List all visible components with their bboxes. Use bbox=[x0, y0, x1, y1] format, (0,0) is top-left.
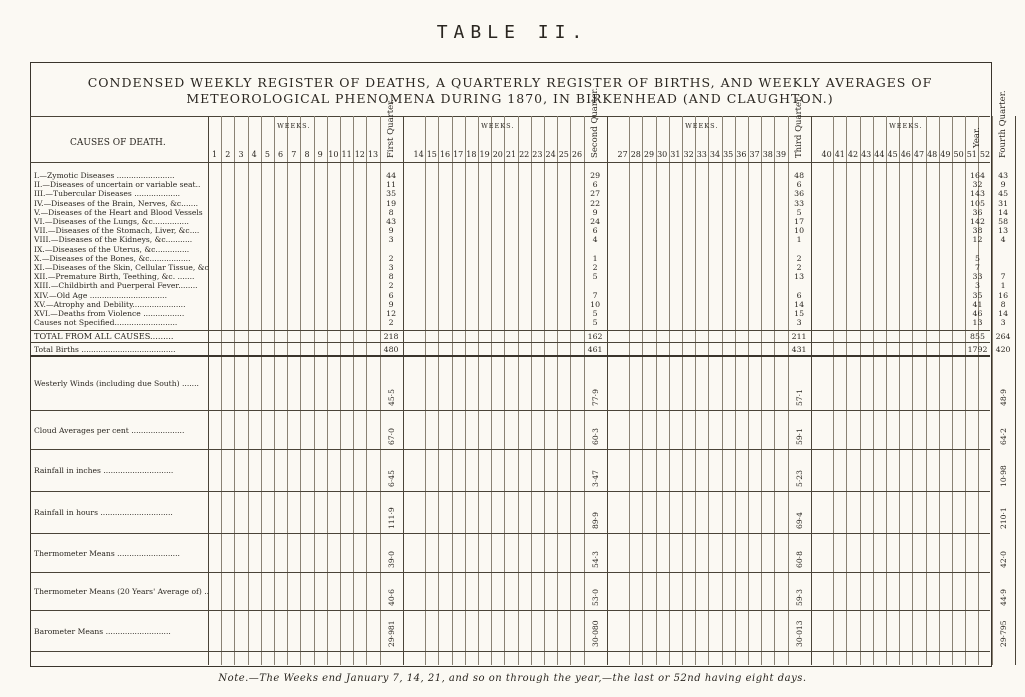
col-divider bbox=[811, 116, 812, 665]
col-divider bbox=[366, 116, 367, 665]
col-divider bbox=[886, 116, 887, 665]
quarter-total: 58 bbox=[998, 217, 1009, 226]
week-number: 29 bbox=[643, 150, 655, 159]
quarter-total: 13 bbox=[998, 226, 1009, 236]
week-number: 28 bbox=[630, 150, 641, 159]
quarter-total: 19 bbox=[386, 198, 397, 208]
meteo-label: Rainfall in inches ............................. bbox=[34, 466, 174, 475]
year-total: 3 bbox=[975, 281, 980, 291]
week-number: 49 bbox=[940, 150, 951, 159]
week-number: 3 bbox=[238, 150, 244, 159]
col-divider bbox=[504, 116, 505, 665]
heading-line-1: CONDENSED WEEKLY REGISTER OF DEATHS, A QUARTERLY REGISTER OF BIRTHS, AND WEEKLY AVERAGES OF bbox=[87, 75, 933, 90]
quarter-total: 5 bbox=[592, 272, 598, 282]
quarter-total: 3 bbox=[388, 263, 394, 272]
week-number: 14 bbox=[413, 150, 424, 159]
total-label: TOTAL FROM ALL CAUSES......... bbox=[34, 331, 174, 341]
year-total: 5 bbox=[975, 253, 980, 263]
week-number: 25 bbox=[558, 150, 569, 159]
quarter-total: 36 bbox=[794, 189, 805, 199]
cause-label: Causes not Specified.......................... bbox=[34, 318, 178, 328]
year-total: 105 bbox=[970, 198, 985, 208]
col-divider bbox=[221, 116, 222, 665]
quarter-total: 5 bbox=[592, 309, 598, 318]
quarter-total: 4 bbox=[592, 235, 598, 245]
meteo-label: Rainfall in hours .............................. bbox=[34, 508, 173, 517]
meteo-quarter-value: 30·013 bbox=[794, 620, 804, 647]
col-divider bbox=[300, 116, 301, 665]
meteo-quarter-value: 53·0 bbox=[590, 589, 600, 606]
meteo-quarter-value: 5·23 bbox=[794, 470, 804, 487]
quarter-total: 10 bbox=[794, 226, 805, 236]
quarter-total: 8 bbox=[388, 272, 394, 282]
quarter-total: 9 bbox=[1000, 180, 1006, 190]
cause-label: IV.—Diseases of the Brain, Nerves, &c....... bbox=[34, 198, 199, 208]
cause-label: V.—Diseases of the Heart and Blood Vessels bbox=[34, 207, 203, 217]
meteo-quarter-value: 29·795 bbox=[998, 620, 1008, 647]
year-total: 41 bbox=[972, 299, 983, 309]
weeks-group-label: WEEKS. bbox=[685, 122, 719, 130]
quarter-label: Third Quarter. bbox=[793, 96, 804, 158]
meteo-quarter-value: 40·6 bbox=[386, 589, 396, 606]
quarter-total: 15 bbox=[794, 309, 805, 318]
quarter-total: 2 bbox=[592, 263, 598, 272]
week-number: 9 bbox=[317, 150, 323, 159]
quarter-total: 9 bbox=[388, 226, 394, 236]
col-divider bbox=[899, 116, 900, 665]
quarter-total: 14 bbox=[998, 309, 1009, 318]
quarter-total: 9 bbox=[592, 207, 598, 217]
week-number: 48 bbox=[927, 150, 938, 159]
quarter-total: 43 bbox=[386, 217, 397, 226]
quarter-total: 5 bbox=[796, 207, 802, 217]
meteo-quarter-value: 77·9 bbox=[590, 389, 600, 406]
week-number: 47 bbox=[913, 150, 925, 159]
week-number: 37 bbox=[749, 150, 760, 159]
quarter-label: Second Quarter. bbox=[589, 87, 600, 158]
week-number: 24 bbox=[545, 150, 556, 159]
week-number: 51 bbox=[966, 150, 977, 159]
col-divider bbox=[353, 116, 354, 665]
quarter-total: 35 bbox=[386, 189, 397, 199]
week-number: 20 bbox=[492, 150, 503, 159]
causes-end-rule bbox=[30, 330, 990, 331]
year-total: 164 bbox=[970, 171, 985, 180]
quarter-total: 6 bbox=[592, 180, 598, 190]
year-total: 13 bbox=[972, 318, 983, 328]
col-divider bbox=[438, 116, 439, 665]
week-number: 50 bbox=[953, 150, 964, 159]
meteo-quarter-value: 6·45 bbox=[386, 470, 396, 487]
week-number: 31 bbox=[670, 150, 681, 159]
week-number: 46 bbox=[900, 150, 911, 159]
col-divider bbox=[531, 116, 532, 665]
quarter-total: 1 bbox=[796, 235, 802, 245]
week-number: 5 bbox=[264, 150, 270, 159]
year-total: 7 bbox=[975, 263, 980, 272]
total-year: 855 bbox=[970, 332, 985, 341]
quarter-total: 2 bbox=[796, 253, 802, 263]
year-total: 33 bbox=[972, 272, 983, 282]
col-divider bbox=[860, 116, 861, 665]
meteo-rule bbox=[30, 491, 990, 492]
col-divider bbox=[478, 116, 479, 665]
quarter-label: First Quarter. bbox=[385, 98, 396, 158]
week-number: 4 bbox=[251, 150, 257, 159]
col-divider bbox=[669, 116, 670, 665]
meteo-quarter-value: 111·9 bbox=[386, 507, 396, 529]
cause-label: IX.—Diseases of the Uterus, &c.............. bbox=[34, 244, 190, 254]
cause-label: X.—Diseases of the Bones, &c................. bbox=[34, 253, 191, 263]
quarter-total: 48 bbox=[794, 171, 805, 180]
meteo-label: Cloud Averages per cent ...................... bbox=[34, 425, 185, 435]
week-number: 1 bbox=[212, 150, 218, 159]
col-divider bbox=[682, 116, 683, 665]
quarter-total: 1 bbox=[1000, 281, 1006, 291]
year-total: 12 bbox=[972, 235, 983, 245]
week-number: 43 bbox=[861, 150, 872, 159]
cause-label: XII.—Premature Birth, Teething, &c. ....... bbox=[34, 272, 195, 282]
quarter-total: 17 bbox=[794, 217, 805, 226]
year-total: 35 bbox=[972, 290, 983, 300]
births-quarter: 431 bbox=[791, 345, 807, 354]
col-divider bbox=[557, 116, 558, 665]
meteo-quarter-value: 69·4 bbox=[794, 512, 804, 529]
week-number: 33 bbox=[696, 150, 707, 159]
meteo-label: Westerly Winds (including due South) ....... bbox=[34, 378, 199, 388]
col-divider bbox=[939, 116, 940, 665]
total-quarter: 162 bbox=[587, 332, 603, 341]
col-divider bbox=[695, 116, 696, 665]
week-number: 32 bbox=[683, 150, 694, 159]
col-divider bbox=[340, 116, 341, 665]
births-quarter: 461 bbox=[587, 345, 603, 354]
quarter-total: 6 bbox=[796, 290, 802, 300]
week-number: 12 bbox=[354, 150, 365, 159]
week-number: 18 bbox=[466, 150, 477, 159]
quarter-total: 16 bbox=[998, 290, 1009, 300]
heading-line-2: METEOROLOGICAL PHENOMENA DURING 1870, IN BIRKENHEAD (AND CLAUGHTON.) bbox=[186, 91, 834, 106]
cause-label: XIII.—Childbirth and Puerperal Fever........ bbox=[34, 281, 198, 291]
week-number: 44 bbox=[874, 150, 885, 159]
cause-label: VII.—Diseases of the Stomach, Liver, &c.... bbox=[34, 226, 200, 236]
col-divider bbox=[708, 116, 709, 665]
meteo-quarter-value: 45·5 bbox=[386, 389, 396, 406]
meteo-quarter-value: 29·981 bbox=[386, 620, 396, 647]
week-number: 41 bbox=[834, 150, 845, 159]
week-number: 34 bbox=[709, 150, 721, 159]
col-divider bbox=[912, 116, 913, 665]
meteo-rule bbox=[30, 651, 990, 652]
col-divider bbox=[425, 116, 426, 665]
col-divider bbox=[642, 116, 643, 665]
meteo-rule bbox=[30, 410, 990, 411]
week-number: 2 bbox=[225, 150, 231, 159]
weeks-group-label: WEEKS. bbox=[277, 122, 311, 130]
quarter-total: 6 bbox=[388, 290, 394, 300]
col-divider bbox=[403, 116, 404, 665]
meteo-quarter-value: 60·3 bbox=[590, 428, 600, 445]
total-quarter: 264 bbox=[995, 332, 1011, 341]
week-number: 22 bbox=[519, 150, 530, 159]
quarter-total: 24 bbox=[590, 217, 601, 226]
cause-label: VI.—Diseases of the Lungs, &c............... bbox=[34, 217, 189, 226]
col-divider bbox=[656, 116, 657, 665]
causes-header: CAUSES OF DEATH. bbox=[70, 138, 166, 148]
quarter-total: 11 bbox=[386, 180, 397, 190]
week-number: 7 bbox=[291, 150, 297, 159]
quarter-total: 13 bbox=[794, 272, 805, 282]
week-number: 16 bbox=[439, 150, 451, 159]
quarter-total: 6 bbox=[796, 180, 802, 190]
quarter-total: 2 bbox=[796, 263, 802, 272]
quarter-total: 3 bbox=[1000, 318, 1006, 328]
quarter-total: 27 bbox=[590, 189, 601, 199]
meteo-quarter-value: 64·2 bbox=[998, 428, 1008, 445]
year-total: 38 bbox=[972, 226, 983, 236]
meteo-quarter-value: 57·1 bbox=[794, 389, 804, 406]
week-number: 21 bbox=[505, 150, 517, 159]
births-label: Total Births ....................................... bbox=[34, 345, 176, 354]
cause-label: I.—Zymotic Diseases ........................ bbox=[34, 171, 175, 180]
col-divider bbox=[774, 116, 775, 665]
col-divider bbox=[735, 116, 736, 665]
col-divider bbox=[452, 116, 453, 665]
col-divider bbox=[274, 116, 275, 665]
col-divider bbox=[327, 116, 328, 665]
year-total: 46 bbox=[972, 309, 983, 318]
weeks-group-label: WEEKS. bbox=[481, 122, 515, 130]
col-divider bbox=[287, 116, 288, 665]
col-divider bbox=[314, 116, 315, 665]
births-rule bbox=[30, 355, 990, 357]
col-divider bbox=[629, 116, 630, 665]
col-divider bbox=[234, 116, 235, 665]
week-number: 52 bbox=[979, 150, 991, 159]
week-number: 38 bbox=[762, 150, 773, 159]
week-number: 45 bbox=[887, 150, 898, 159]
week-number: 23 bbox=[532, 150, 543, 159]
week-number: 13 bbox=[367, 150, 379, 159]
meteo-quarter-value: 59·1 bbox=[794, 428, 804, 445]
meteo-quarter-value: 89·9 bbox=[590, 512, 600, 529]
meteo-rule bbox=[30, 610, 990, 611]
week-number: 30 bbox=[657, 150, 668, 159]
quarter-total: 7 bbox=[1000, 272, 1006, 282]
year-total: 142 bbox=[970, 217, 985, 226]
births-year: 1792 bbox=[967, 345, 988, 354]
quarter-total: 4 bbox=[1000, 235, 1006, 245]
header-rule bbox=[30, 162, 990, 163]
births-quarter: 480 bbox=[383, 345, 399, 354]
total-rule bbox=[30, 342, 990, 343]
quarter-total: 7 bbox=[592, 290, 598, 300]
col-divider bbox=[208, 116, 209, 665]
quarter-total: 10 bbox=[590, 299, 601, 309]
meteo-quarter-value: 42·0 bbox=[998, 551, 1008, 568]
quarter-total: 6 bbox=[592, 226, 598, 236]
week-number: 26 bbox=[571, 150, 583, 159]
meteo-quarter-value: 59·3 bbox=[794, 589, 804, 606]
quarter-total: 2 bbox=[388, 281, 394, 291]
col-divider bbox=[491, 116, 492, 665]
year-total: 143 bbox=[970, 189, 985, 199]
quarter-total: 22 bbox=[590, 198, 601, 208]
col-divider bbox=[248, 116, 249, 665]
meteo-quarter-value: 54·3 bbox=[590, 551, 600, 568]
quarter-total: 2 bbox=[388, 253, 394, 263]
week-number: 10 bbox=[328, 150, 339, 159]
weeks-group-label: WEEKS. bbox=[889, 122, 923, 130]
col-divider bbox=[544, 116, 545, 665]
week-number: 6 bbox=[278, 150, 284, 159]
cause-label: III.—Tubercular Diseases ................... bbox=[34, 189, 181, 199]
quarter-label: Fourth Quarter. bbox=[997, 90, 1008, 158]
meteo-quarter-value: 30·080 bbox=[590, 620, 600, 647]
cause-label: XIV.—Old Age ................................ bbox=[34, 290, 167, 300]
quarter-total: 2 bbox=[388, 318, 394, 328]
quarter-total: 12 bbox=[386, 309, 397, 318]
meteo-quarter-value: 39·0 bbox=[386, 551, 396, 568]
quarter-total: 44 bbox=[386, 171, 397, 180]
footnote-text: Note.—The Weeks end January 7, 14, 21, and so on through the year,—the last or 52nd having eight days. bbox=[218, 673, 807, 684]
meteo-quarter-value: 10·98 bbox=[998, 465, 1008, 487]
births-quarter: 420 bbox=[995, 345, 1011, 354]
quarter-total: 14 bbox=[998, 207, 1009, 217]
week-number: 42 bbox=[847, 150, 859, 159]
col-divider bbox=[926, 116, 927, 665]
quarter-total: 3 bbox=[796, 318, 802, 328]
year-total: 32 bbox=[972, 180, 983, 190]
col-divider bbox=[833, 116, 834, 665]
table-title: TABLE II. bbox=[436, 22, 589, 43]
footnote bbox=[0, 673, 1025, 684]
week-number: 35 bbox=[723, 150, 734, 159]
quarter-total: 31 bbox=[998, 198, 1009, 208]
quarter-total: 43 bbox=[998, 171, 1009, 180]
quarter-total: 9 bbox=[388, 299, 394, 309]
week-number: 8 bbox=[304, 150, 310, 159]
week-number: 19 bbox=[479, 150, 490, 159]
col-divider bbox=[748, 116, 749, 665]
quarter-total: 8 bbox=[388, 207, 394, 217]
col-divider bbox=[873, 116, 874, 665]
cause-label: XV.—Atrophy and Debility...................... bbox=[34, 299, 186, 309]
quarter-total: 8 bbox=[1000, 299, 1006, 309]
col-divider bbox=[952, 116, 953, 665]
meteo-quarter-value: 60·8 bbox=[794, 551, 804, 568]
quarter-total: 5 bbox=[592, 318, 598, 328]
col-divider bbox=[722, 116, 723, 665]
quarter-total: 45 bbox=[998, 189, 1009, 199]
col-divider bbox=[607, 116, 608, 665]
col-divider bbox=[761, 116, 762, 665]
cause-label: II.—Diseases of uncertain or variable seat.. bbox=[34, 180, 201, 190]
col-divider bbox=[518, 116, 519, 665]
col-divider bbox=[1015, 116, 1016, 665]
quarter-total: 14 bbox=[794, 299, 805, 309]
meteo-label: Barometer Means ........................... bbox=[34, 626, 171, 636]
week-number: 39 bbox=[775, 150, 787, 159]
quarter-total: 29 bbox=[590, 171, 601, 180]
total-quarter: 218 bbox=[383, 332, 399, 341]
cause-label: VIII.—Diseases of the Kidneys, &c........... bbox=[34, 235, 193, 245]
cause-label: XVI.—Deaths from Violence ................. bbox=[34, 309, 185, 318]
meteo-quarter-value: 44·9 bbox=[998, 589, 1008, 606]
meteo-quarter-value: 67·0 bbox=[386, 428, 396, 445]
week-number: 11 bbox=[341, 150, 352, 159]
meteo-rule bbox=[30, 533, 990, 534]
week-number: 27 bbox=[617, 150, 628, 159]
col-divider bbox=[570, 116, 571, 665]
meteo-label: Thermometer Means (20 Years' Average of) .. bbox=[34, 587, 210, 596]
quarter-total: 3 bbox=[388, 235, 394, 245]
quarter-total: 33 bbox=[794, 198, 805, 208]
col-divider bbox=[465, 116, 466, 665]
week-number: 15 bbox=[426, 150, 437, 159]
week-number: 40 bbox=[821, 150, 832, 159]
year-label: Year. bbox=[972, 127, 982, 148]
meteo-quarter-value: 48·9 bbox=[998, 389, 1008, 406]
quarter-total: 1 bbox=[592, 253, 598, 263]
meteo-quarter-value: 3·47 bbox=[590, 470, 600, 487]
meteo-rule bbox=[30, 572, 990, 573]
col-divider bbox=[261, 116, 262, 665]
meteo-label: Thermometer Means .......................... bbox=[34, 548, 180, 558]
year-total: 36 bbox=[972, 207, 983, 217]
week-number: 17 bbox=[453, 150, 464, 159]
col-divider bbox=[846, 116, 847, 665]
week-number: 36 bbox=[736, 150, 747, 159]
meteo-quarter-value: 210·1 bbox=[998, 507, 1008, 529]
cause-label: XI.—Diseases of the Skin, Cellular Tissue, &c bbox=[34, 263, 209, 272]
meteo-rule bbox=[30, 449, 990, 450]
total-quarter: 211 bbox=[791, 332, 807, 341]
